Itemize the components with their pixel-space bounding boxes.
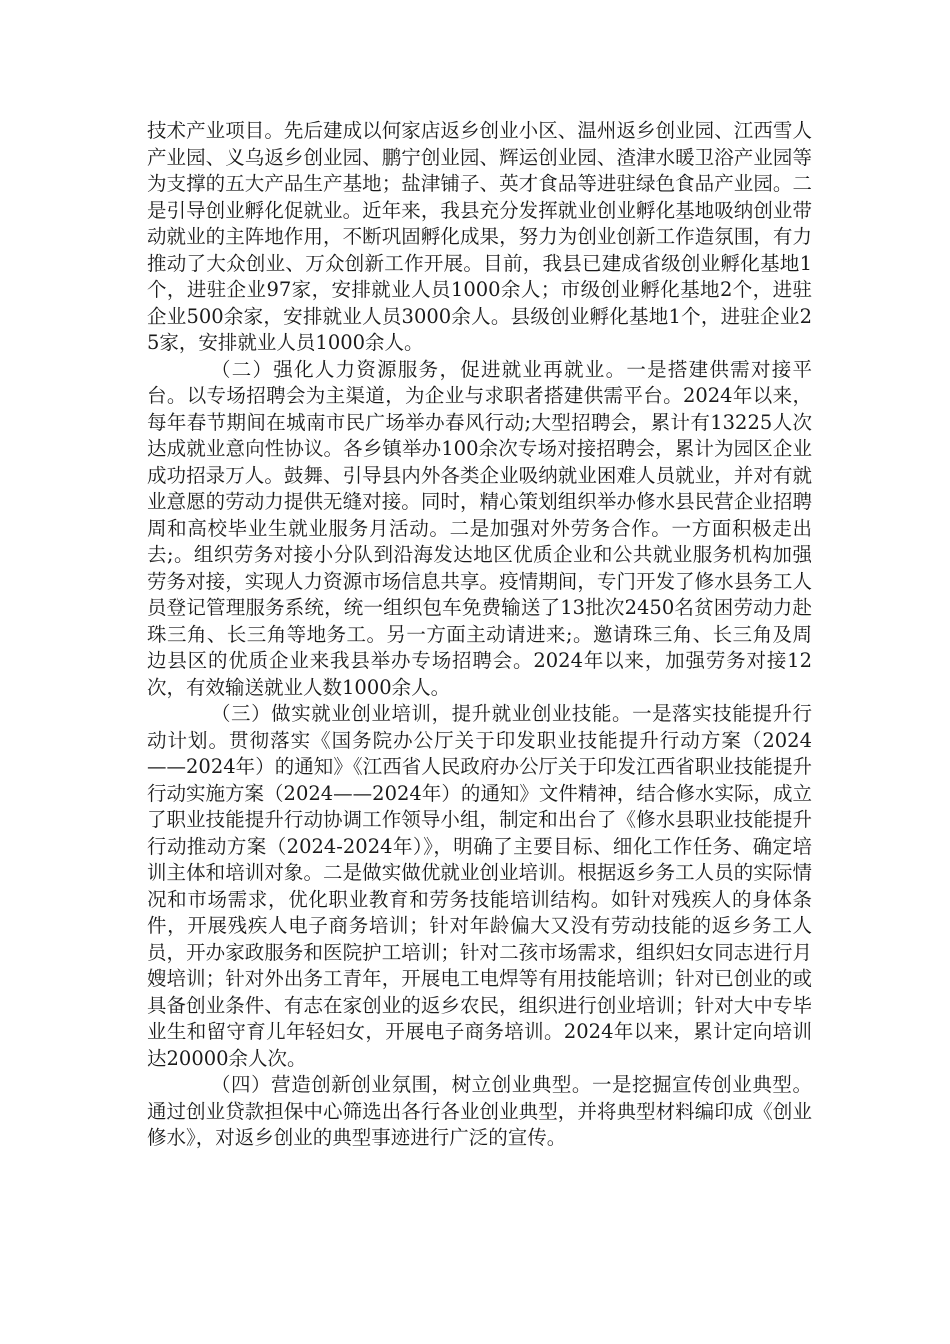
paragraph-section-2: （二）强化人力资源服务，促进就业再就业。一是搭建供需对接平台。以专场招聘会为主渠道，为企业与求职者搭建供需平台。2024年以来，每年春节期间在城南市民广场举办春风行动;大型招聘会，累计有13225人次达成就业意向性协议。各乡镇举办100余次专场对接招聘会，累计为园区企业成功招录万人。鼓舞、引导县内外各类企业吸纳就业困难人员就业，并对有就业意愿的劳动力提供无缝对接。同时，精心策划组织举办修水县民营企业招聘周和高校毕业生就业服务月活动。二是加强对外劳务合作。一方面积极走出去;。组织劳务对接小分队到沿海发达地区优质企业和公共就业服务机构加强劳务对接，实现人力资源市场信息共享。疫情期间，专门开发了修水县务工人员登记管理服务系统，统一组织包车免费输送了13批次2450名贫困劳动力赴珠三角、长三角等地务工。另一方面主动请进来;。邀请珠三角、长三角及周边县区的优质企业来我县举办专场招聘会。2024年以来，加强劳务对接12次，有效输送就业人数1000余人。 — [147, 357, 812, 699]
document-body — [147, 118, 812, 1152]
paragraph-continuation: 技术产业项目。先后建成以何家店返乡创业小区、温州返乡创业园、江西雪人产业园、义乌返乡创业园、鹏宁创业园、辉运创业园、渣津水暖卫浴产业园等为支撑的五大产品生产基地；盐津铺子、英才食品等进驻绿色食品产业园。二是引导创业孵化促就业。近年来，我县充分发挥就业创业孵化基地吸纳创业带动就业的主阵地作用，不断巩固孵化成果，努力为创业创新工作造氛围，有力推动了大众创业、万众创新工作开展。目前，我县已建成省级创业孵化基地1个，进驻企业97家，安排就业人员1000余人；市级创业孵化基地2个，进驻企业500余家，安排就业人员3000余人。县级创业孵化基地1个，进驻企业25家，安排就业人员1000余人。 — [147, 119, 812, 354]
paragraph-section-4: （四）营造创新创业氛围，树立创业典型。一是挖掘宣传创业典型。通过创业贷款担保中心筛选出各行各业创业典型，并将典型材料编印成《创业修水》，对返乡创业的典型事迹进行广泛的宣传。 — [147, 1073, 812, 1149]
paragraph-section-3: （三）做实就业创业培训，提升就业创业技能。一是落实技能提升行动计划。贯彻落实《国务院办公厅关于印发职业技能提升行动方案（2024——2024年）的通知》《江西省人民政府办公厅关于印发江西省职业技能提升行动实施方案（2024——2024年）的通知》文件精神，结合修水实际，成立了职业技能提升行动协调工作领导小组，制定和出台了《修水县职业技能提升行动推动方案（2024-2024年）》，明确了主要目标、细化工作任务、确定培训主体和培训对象。二是做实做优就业创业培训。根据返乡务工人员的实际情况和市场需求，优化职业教育和劳务技能培训结构。如针对残疾人的身体条件，开展残疾人电子商务培训；针对年龄偏大又没有劳动技能的返乡务工人员，开办家政服务和医院护工培训；针对二孩市场需求，组织妇女同志进行月嫂培训；针对外出务工青年，开展电工电焊等有用技能培训；针对已创业的或具备创业条件、有志在家创业的返乡农民，组织进行创业培训；针对大中专毕业生和留守育儿年轻妇女，开展电子商务培训。2024年以来，累计定向培训达20000余人次。 — [147, 702, 812, 1070]
